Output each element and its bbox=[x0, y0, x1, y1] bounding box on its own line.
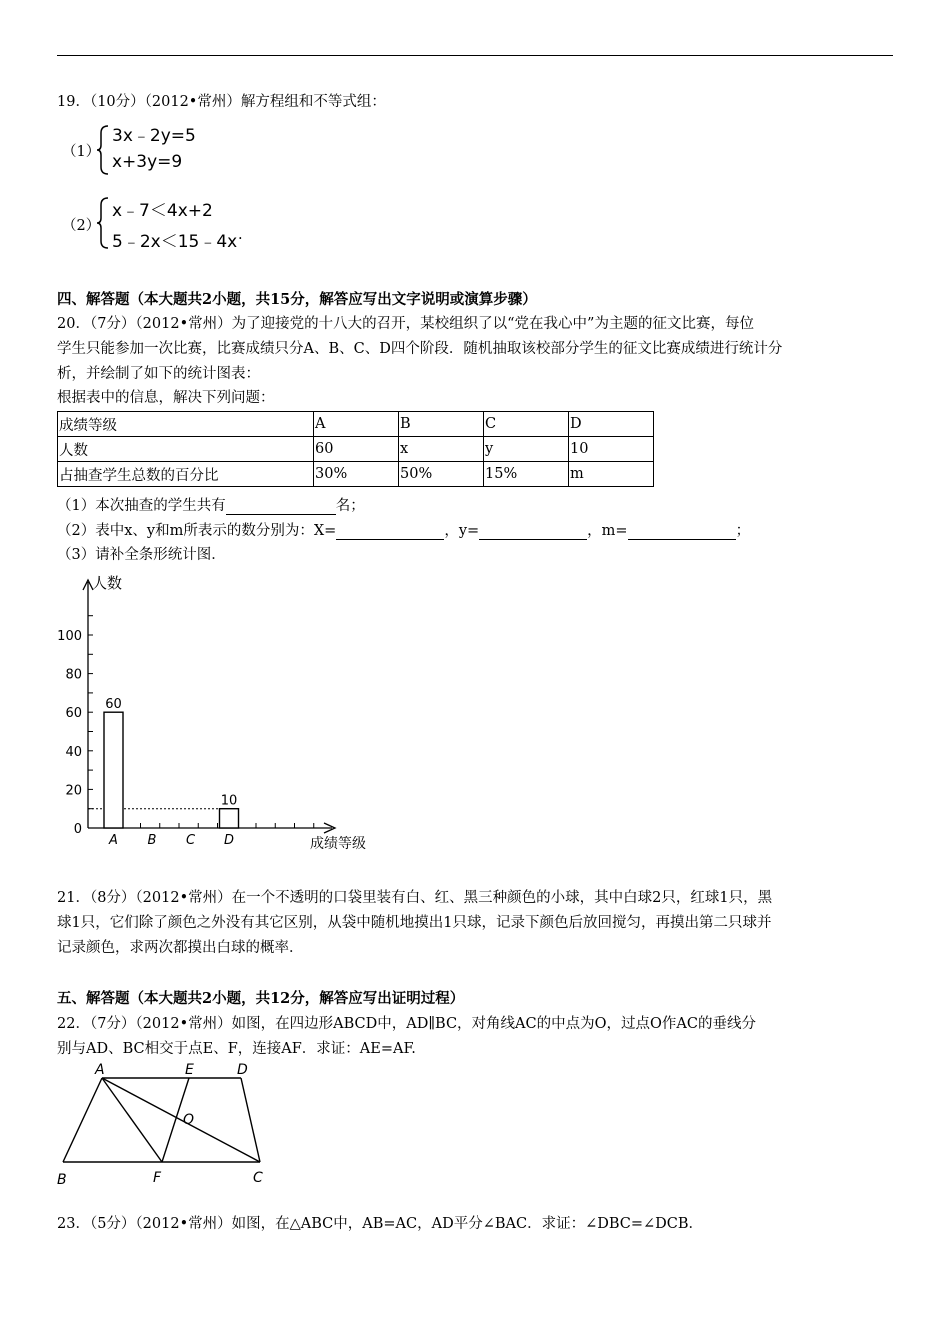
q20-sub1-suffix: 名； bbox=[335, 498, 365, 514]
point-b-label: B bbox=[57, 1172, 67, 1188]
table-cell: 50% bbox=[399, 462, 484, 487]
answer-blank[interactable] bbox=[479, 523, 587, 540]
q20-sub1 bbox=[57, 494, 365, 515]
segment-af bbox=[102, 1078, 162, 1162]
segment-cd bbox=[241, 1078, 260, 1162]
bar-data-label: 10 bbox=[220, 793, 238, 809]
point-a-label: A bbox=[95, 1062, 105, 1078]
q19-part1-eq1: 3x﹣2y=5 bbox=[112, 126, 196, 146]
q23-line1: 23．（5分）（2012•常州）如图，在△ABC中，AB=AC，AD平分∠BAC．求证：∠DBC=∠DCB． bbox=[57, 1216, 704, 1232]
q20-sub2-end: ； bbox=[735, 523, 751, 539]
q19-part1-label: （1） bbox=[62, 144, 101, 160]
q19-heading: 19．（10分）（2012•常州）解方程组和不等式组： bbox=[57, 94, 386, 110]
q21-line2: 球1只，它们除了颜色之外没有其它区别，从袋中随机地摸出1只球，记录下颜色后放回搅匀，再摸出第二只球并 bbox=[57, 915, 772, 931]
x-tick-label: C bbox=[185, 833, 196, 848]
bar-data-label: 60 bbox=[105, 697, 122, 713]
y-tick-label: 60 bbox=[65, 706, 82, 722]
bar-chart bbox=[52, 568, 392, 860]
q19-part2-period: . bbox=[238, 227, 243, 243]
x-axis-label: 成绩等级 bbox=[310, 836, 366, 852]
table-row bbox=[58, 437, 654, 462]
table-row bbox=[58, 462, 654, 487]
table-cell: 占抽查学生总数的百分比 bbox=[58, 462, 314, 487]
point-o-label: O bbox=[183, 1112, 195, 1128]
table-cell: 30% bbox=[314, 462, 399, 487]
segment-ab bbox=[63, 1078, 102, 1162]
table-cell: 60 bbox=[314, 437, 399, 462]
table-cell: C bbox=[484, 412, 569, 437]
q20-sub2-y: ，y= bbox=[444, 523, 480, 539]
q22-line1: 22．（7分）（2012•常州）如图，在四边形ABCD中，AD∥BC，对角线AC的中点为O，过点O作AC的垂线分 bbox=[57, 1016, 756, 1032]
y-axis-label: 人数 bbox=[92, 574, 123, 592]
table-cell: 15% bbox=[484, 462, 569, 487]
y-tick-label: 100 bbox=[57, 629, 82, 644]
point-f-label: F bbox=[153, 1170, 162, 1186]
x-tick-label: D bbox=[223, 833, 235, 848]
table-cell: D bbox=[569, 412, 654, 437]
section5-heading: 五、解答题（本大题共2小题，共12分，解答应写出证明过程） bbox=[57, 990, 465, 1007]
q21-line1: 21．（8分）（2012•常州）在一个不透明的口袋里装有白、红、黑三种颜色的小球，其中白球2只，红球1只，黑 bbox=[57, 890, 773, 906]
y-tick-label: 40 bbox=[65, 744, 82, 760]
bar bbox=[220, 809, 239, 828]
table-cell: 10 bbox=[569, 437, 654, 462]
table-cell: 人数 bbox=[58, 437, 314, 462]
answer-blank[interactable] bbox=[628, 523, 736, 540]
table-cell: A bbox=[314, 412, 399, 437]
x-tick-label: A bbox=[109, 833, 118, 848]
q19-part1-eq2: x+3y=9 bbox=[112, 152, 183, 172]
table-cell: m bbox=[569, 462, 654, 487]
q19-part2-label: （2） bbox=[62, 218, 101, 234]
table-cell: x bbox=[399, 437, 484, 462]
q20-sub2 bbox=[57, 519, 750, 540]
x-tick-label: B bbox=[147, 833, 157, 848]
table-cell: y bbox=[484, 437, 569, 462]
q20-line2: 学生只能参加一次比赛，比赛成绩只分A、B、C、D四个阶段．随机抽取该校部分学生的征文比赛成绩进行统计分 bbox=[57, 341, 783, 357]
q20-line4: 根据表中的信息，解决下列问题： bbox=[57, 390, 275, 406]
q22-line2: 别与AD、BC相交于点E、F，连接AF．求证：AE=AF. bbox=[57, 1041, 416, 1057]
section4-heading: 四、解答题（本大题共2小题，共15分，解答应写出文字说明或演算步骤） bbox=[57, 291, 537, 308]
header-rule bbox=[57, 55, 893, 56]
q19-part1-brace bbox=[96, 124, 110, 176]
q20-line3: 析，并绘制了如下的统计图表： bbox=[57, 366, 260, 382]
table-cell: B bbox=[399, 412, 484, 437]
point-c-label: C bbox=[253, 1170, 263, 1186]
q19-part2-ineq1: x﹣7＜4x+2 bbox=[112, 201, 213, 221]
y-tick-label: 0 bbox=[73, 822, 82, 837]
table-row bbox=[58, 412, 654, 437]
q20-line1: 20．（7分）（2012•常州）为了迎接党的十八大的召开，某校组织了以“党在我心中”为主题的征文比赛，每位 bbox=[57, 316, 754, 332]
y-tick-label: 80 bbox=[65, 667, 82, 683]
point-d-label: D bbox=[237, 1062, 248, 1078]
q20-sub3: （3）请补全条形统计图． bbox=[57, 547, 226, 563]
table-cell: 成绩等级 bbox=[58, 412, 314, 437]
q20-sub1-prefix: （1）本次抽查的学生共有 bbox=[57, 498, 226, 514]
grade-table bbox=[57, 411, 654, 487]
q21-line3: 记录颜色，求两次都摸出白球的概率． bbox=[57, 940, 304, 956]
q20-sub2-prefix: （2）表中x、y和m所表示的数分别为：X= bbox=[57, 523, 337, 539]
q19-part2-brace bbox=[96, 196, 110, 250]
quadrilateral-figure bbox=[55, 1060, 280, 1190]
answer-blank[interactable] bbox=[336, 523, 444, 540]
point-e-label: E bbox=[185, 1062, 194, 1078]
y-tick-label: 20 bbox=[65, 783, 82, 799]
bar bbox=[104, 712, 123, 828]
q19-part2-ineq2: 5﹣2x＜15﹣4x bbox=[112, 232, 238, 252]
q20-sub2-m: ，m= bbox=[587, 523, 628, 539]
diagonal-ac bbox=[102, 1078, 260, 1162]
answer-blank[interactable] bbox=[226, 498, 336, 515]
